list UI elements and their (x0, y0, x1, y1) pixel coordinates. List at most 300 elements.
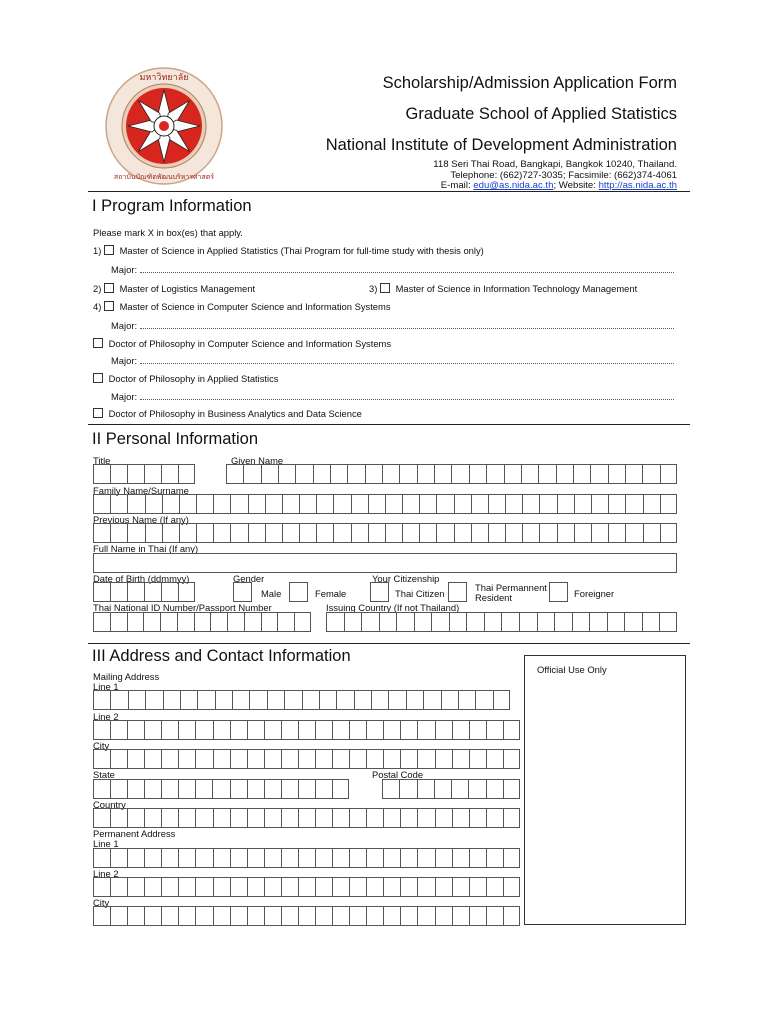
box-cell[interactable] (180, 690, 197, 710)
box-cell[interactable] (264, 848, 281, 868)
box-cell[interactable] (332, 720, 349, 740)
box-cell[interactable] (486, 848, 503, 868)
box-cell[interactable] (195, 749, 212, 769)
box-cell[interactable] (277, 612, 294, 632)
box-cell[interactable] (469, 808, 486, 828)
box-cell[interactable] (281, 877, 298, 897)
box-cell[interactable] (313, 464, 330, 484)
box-cell[interactable] (484, 612, 502, 632)
box-cell[interactable] (452, 720, 469, 740)
box-cell[interactable] (521, 464, 538, 484)
male-checkbox[interactable] (233, 582, 252, 602)
box-cell[interactable] (93, 848, 110, 868)
box-cell[interactable] (417, 749, 434, 769)
box-cell[interactable] (227, 612, 244, 632)
box-cell[interactable] (625, 523, 642, 543)
box-cell[interactable] (298, 720, 315, 740)
box-cell[interactable] (298, 906, 315, 926)
box-cell[interactable] (417, 720, 434, 740)
box-cell[interactable] (226, 464, 243, 484)
box-cell[interactable] (247, 906, 264, 926)
box-cell[interactable] (326, 612, 344, 632)
box-cell[interactable] (248, 494, 265, 514)
box-cell[interactable] (213, 494, 230, 514)
box-cell[interactable] (332, 779, 349, 799)
permanent-line1-boxes[interactable] (93, 848, 520, 868)
box-cell[interactable] (249, 690, 266, 710)
box-cell[interactable] (281, 749, 298, 769)
box-cell[interactable] (197, 690, 214, 710)
box-cell[interactable] (554, 612, 572, 632)
box-cell[interactable] (161, 779, 178, 799)
email-link[interactable]: edu@as.nida.ac.th (473, 180, 554, 191)
box-cell[interactable] (608, 464, 625, 484)
box-cell[interactable] (298, 808, 315, 828)
box-cell[interactable] (660, 494, 677, 514)
box-cell[interactable] (315, 877, 332, 897)
box-cell[interactable] (625, 494, 642, 514)
box-cell[interactable] (110, 612, 127, 632)
box-cell[interactable] (110, 877, 127, 897)
box-cell[interactable] (539, 494, 556, 514)
box-cell[interactable] (591, 494, 608, 514)
box-cell[interactable] (505, 523, 522, 543)
thai-name-field[interactable] (93, 553, 677, 573)
city-boxes[interactable] (93, 749, 520, 769)
postal-code-boxes[interactable] (382, 779, 520, 799)
box-cell[interactable] (110, 779, 127, 799)
box-cell[interactable] (366, 749, 383, 769)
box-cell[interactable] (382, 779, 399, 799)
box-cell[interactable] (299, 523, 316, 543)
box-cell[interactable] (366, 720, 383, 740)
box-cell[interactable] (383, 749, 400, 769)
given-name-boxes[interactable] (226, 464, 677, 484)
box-cell[interactable] (110, 582, 127, 602)
box-cell[interactable] (261, 612, 278, 632)
box-cell[interactable] (366, 808, 383, 828)
option-3-checkbox[interactable] (380, 283, 390, 293)
box-cell[interactable] (333, 523, 350, 543)
box-cell[interactable] (278, 464, 295, 484)
box-cell[interactable] (110, 848, 127, 868)
box-cell[interactable] (144, 720, 161, 740)
box-cell[interactable] (608, 494, 625, 514)
box-cell[interactable] (179, 494, 196, 514)
box-cell[interactable] (230, 779, 247, 799)
box-cell[interactable] (127, 877, 144, 897)
box-cell[interactable] (247, 779, 264, 799)
box-cell[interactable] (93, 720, 110, 740)
box-cell[interactable] (361, 612, 379, 632)
box-cell[interactable] (660, 464, 677, 484)
box-cell[interactable] (93, 494, 110, 514)
box-cell[interactable] (505, 494, 522, 514)
box-cell[interactable] (243, 464, 260, 484)
box-cell[interactable] (261, 464, 278, 484)
box-cell[interactable] (434, 779, 451, 799)
box-cell[interactable] (659, 612, 677, 632)
box-cell[interactable] (332, 749, 349, 769)
box-cell[interactable] (230, 906, 247, 926)
box-cell[interactable] (93, 464, 110, 484)
box-cell[interactable] (127, 808, 144, 828)
permanent-line2-boxes[interactable] (93, 877, 520, 897)
box-cell[interactable] (504, 464, 521, 484)
box-cell[interactable] (419, 523, 436, 543)
box-cell[interactable] (145, 523, 162, 543)
major-line-1[interactable] (140, 272, 674, 273)
box-cell[interactable] (454, 523, 471, 543)
box-cell[interactable] (642, 612, 660, 632)
box-cell[interactable] (488, 494, 505, 514)
box-cell[interactable] (196, 494, 213, 514)
box-cell[interactable] (143, 612, 160, 632)
box-cell[interactable] (315, 906, 332, 926)
box-cell[interactable] (160, 612, 177, 632)
box-cell[interactable] (244, 612, 261, 632)
box-cell[interactable] (624, 612, 642, 632)
box-cell[interactable] (488, 523, 505, 543)
box-cell[interactable] (469, 464, 486, 484)
box-cell[interactable] (451, 464, 468, 484)
box-cell[interactable] (471, 523, 488, 543)
box-cell[interactable] (519, 612, 537, 632)
box-cell[interactable] (110, 494, 127, 514)
box-cell[interactable] (332, 906, 349, 926)
box-cell[interactable] (144, 877, 161, 897)
box-cell[interactable] (213, 720, 230, 740)
box-cell[interactable] (267, 690, 284, 710)
box-cell[interactable] (379, 612, 397, 632)
box-cell[interactable] (400, 808, 417, 828)
box-cell[interactable] (434, 464, 451, 484)
box-cell[interactable] (388, 690, 405, 710)
box-cell[interactable] (127, 523, 144, 543)
box-cell[interactable] (264, 779, 281, 799)
box-cell[interactable] (145, 690, 162, 710)
box-cell[interactable] (161, 906, 178, 926)
box-cell[interactable] (144, 906, 161, 926)
state-boxes[interactable] (93, 779, 349, 799)
family-name-boxes[interactable] (93, 494, 677, 514)
box-cell[interactable] (215, 690, 232, 710)
box-cell[interactable] (195, 779, 212, 799)
box-cell[interactable] (282, 494, 299, 514)
box-cell[interactable] (144, 848, 161, 868)
box-cell[interactable] (351, 494, 368, 514)
box-cell[interactable] (127, 749, 144, 769)
box-cell[interactable] (195, 906, 212, 926)
box-cell[interactable] (471, 494, 488, 514)
box-cell[interactable] (298, 848, 315, 868)
box-cell[interactable] (194, 612, 211, 632)
box-cell[interactable] (247, 749, 264, 769)
box-cell[interactable] (265, 523, 282, 543)
box-cell[interactable] (574, 523, 591, 543)
box-cell[interactable] (349, 720, 366, 740)
box-cell[interactable] (368, 523, 385, 543)
box-cell[interactable] (298, 779, 315, 799)
box-cell[interactable] (486, 720, 503, 740)
box-cell[interactable] (230, 877, 247, 897)
box-cell[interactable] (110, 523, 127, 543)
box-cell[interactable] (302, 690, 319, 710)
box-cell[interactable] (298, 877, 315, 897)
box-cell[interactable] (349, 749, 366, 769)
box-cell[interactable] (503, 808, 520, 828)
box-cell[interactable] (417, 906, 434, 926)
box-cell[interactable] (177, 612, 194, 632)
box-cell[interactable] (385, 494, 402, 514)
box-cell[interactable] (161, 582, 178, 602)
box-cell[interactable] (281, 779, 298, 799)
thai-permanent-checkbox[interactable] (448, 582, 467, 602)
option-5-checkbox[interactable] (93, 338, 103, 348)
box-cell[interactable] (195, 877, 212, 897)
box-cell[interactable] (178, 779, 195, 799)
box-cell[interactable] (332, 848, 349, 868)
box-cell[interactable] (336, 690, 353, 710)
website-link[interactable]: http://as.nida.ac.th (598, 180, 677, 191)
box-cell[interactable] (315, 749, 332, 769)
box-cell[interactable] (127, 720, 144, 740)
box-cell[interactable] (365, 464, 382, 484)
box-cell[interactable] (264, 749, 281, 769)
box-cell[interactable] (281, 720, 298, 740)
box-cell[interactable] (451, 779, 468, 799)
box-cell[interactable] (396, 612, 414, 632)
box-cell[interactable] (486, 779, 503, 799)
box-cell[interactable] (93, 877, 110, 897)
box-cell[interactable] (265, 494, 282, 514)
box-cell[interactable] (556, 464, 573, 484)
box-cell[interactable] (161, 464, 178, 484)
box-cell[interactable] (469, 906, 486, 926)
box-cell[interactable] (161, 749, 178, 769)
box-cell[interactable] (435, 848, 452, 868)
box-cell[interactable] (93, 612, 110, 632)
box-cell[interactable] (503, 749, 520, 769)
box-cell[interactable] (475, 690, 492, 710)
box-cell[interactable] (213, 906, 230, 926)
box-cell[interactable] (436, 494, 453, 514)
box-cell[interactable] (469, 749, 486, 769)
box-cell[interactable] (213, 749, 230, 769)
box-cell[interactable] (501, 612, 519, 632)
box-cell[interactable] (423, 690, 440, 710)
box-cell[interactable] (333, 494, 350, 514)
box-cell[interactable] (212, 779, 229, 799)
box-cell[interactable] (232, 690, 249, 710)
box-cell[interactable] (178, 906, 195, 926)
box-cell[interactable] (366, 848, 383, 868)
box-cell[interactable] (178, 582, 195, 602)
box-cell[interactable] (281, 808, 298, 828)
box-cell[interactable] (213, 808, 230, 828)
box-cell[interactable] (315, 779, 332, 799)
box-cell[interactable] (349, 808, 366, 828)
box-cell[interactable] (486, 906, 503, 926)
box-cell[interactable] (161, 808, 178, 828)
box-cell[interactable] (316, 494, 333, 514)
box-cell[interactable] (178, 720, 195, 740)
box-cell[interactable] (161, 848, 178, 868)
box-cell[interactable] (522, 494, 539, 514)
box-cell[interactable] (522, 523, 539, 543)
box-cell[interactable] (385, 523, 402, 543)
box-cell[interactable] (469, 720, 486, 740)
box-cell[interactable] (264, 906, 281, 926)
country-boxes[interactable] (93, 808, 520, 828)
box-cell[interactable] (196, 523, 213, 543)
box-cell[interactable] (178, 877, 195, 897)
box-cell[interactable] (178, 749, 195, 769)
box-cell[interactable] (195, 720, 212, 740)
box-cell[interactable] (458, 690, 475, 710)
box-cell[interactable] (366, 877, 383, 897)
box-cell[interactable] (93, 779, 110, 799)
box-cell[interactable] (230, 808, 247, 828)
box-cell[interactable] (344, 612, 362, 632)
mailing-line2-boxes[interactable] (93, 720, 520, 740)
box-cell[interactable] (93, 906, 110, 926)
box-cell[interactable] (435, 906, 452, 926)
box-cell[interactable] (330, 464, 347, 484)
box-cell[interactable] (178, 848, 195, 868)
foreigner-checkbox[interactable] (549, 582, 568, 602)
box-cell[interactable] (486, 877, 503, 897)
box-cell[interactable] (503, 779, 520, 799)
box-cell[interactable] (503, 720, 520, 740)
box-cell[interactable] (248, 523, 265, 543)
box-cell[interactable] (643, 494, 660, 514)
box-cell[interactable] (625, 464, 642, 484)
box-cell[interactable] (406, 690, 423, 710)
box-cell[interactable] (371, 690, 388, 710)
box-cell[interactable] (349, 848, 366, 868)
box-cell[interactable] (400, 749, 417, 769)
box-cell[interactable] (441, 690, 458, 710)
previous-name-boxes[interactable] (93, 523, 677, 543)
major-line-4[interactable] (140, 328, 674, 329)
box-cell[interactable] (247, 808, 264, 828)
box-cell[interactable] (608, 523, 625, 543)
box-cell[interactable] (195, 808, 212, 828)
box-cell[interactable] (503, 906, 520, 926)
box-cell[interactable] (435, 877, 452, 897)
box-cell[interactable] (145, 494, 162, 514)
box-cell[interactable] (230, 494, 247, 514)
option-1-checkbox[interactable] (104, 245, 114, 255)
box-cell[interactable] (469, 877, 486, 897)
box-cell[interactable] (93, 808, 110, 828)
box-cell[interactable] (93, 749, 110, 769)
box-cell[interactable] (127, 848, 144, 868)
box-cell[interactable] (210, 612, 227, 632)
box-cell[interactable] (127, 464, 144, 484)
box-cell[interactable] (557, 523, 574, 543)
box-cell[interactable] (144, 582, 161, 602)
box-cell[interactable] (162, 523, 179, 543)
box-cell[interactable] (315, 808, 332, 828)
box-cell[interactable] (282, 523, 299, 543)
box-cell[interactable] (127, 906, 144, 926)
box-cell[interactable] (316, 523, 333, 543)
dob-boxes[interactable] (93, 582, 195, 602)
box-cell[interactable] (179, 523, 196, 543)
box-cell[interactable] (435, 720, 452, 740)
box-cell[interactable] (454, 494, 471, 514)
box-cell[interactable] (247, 720, 264, 740)
box-cell[interactable] (400, 877, 417, 897)
thai-id-boxes[interactable] (93, 612, 311, 632)
box-cell[interactable] (178, 464, 195, 484)
box-cell[interactable] (332, 808, 349, 828)
box-cell[interactable] (383, 906, 400, 926)
box-cell[interactable] (414, 612, 432, 632)
box-cell[interactable] (110, 464, 127, 484)
box-cell[interactable] (349, 877, 366, 897)
box-cell[interactable] (539, 523, 556, 543)
box-cell[interactable] (161, 720, 178, 740)
box-cell[interactable] (383, 808, 400, 828)
box-cell[interactable] (294, 612, 311, 632)
box-cell[interactable] (607, 612, 625, 632)
box-cell[interactable] (247, 848, 264, 868)
box-cell[interactable] (503, 848, 520, 868)
box-cell[interactable] (110, 808, 127, 828)
box-cell[interactable] (431, 612, 449, 632)
box-cell[interactable] (503, 877, 520, 897)
box-cell[interactable] (486, 464, 503, 484)
mailing-line1-boxes[interactable] (93, 690, 510, 710)
box-cell[interactable] (399, 779, 416, 799)
issuing-country-boxes[interactable] (326, 612, 677, 632)
permanent-city-boxes[interactable] (93, 906, 520, 926)
box-cell[interactable] (419, 494, 436, 514)
box-cell[interactable] (264, 877, 281, 897)
box-cell[interactable] (400, 720, 417, 740)
box-cell[interactable] (319, 690, 336, 710)
box-cell[interactable] (144, 749, 161, 769)
box-cell[interactable] (368, 494, 385, 514)
box-cell[interactable] (298, 749, 315, 769)
box-cell[interactable] (230, 848, 247, 868)
box-cell[interactable] (452, 808, 469, 828)
box-cell[interactable] (247, 877, 264, 897)
option-6-checkbox[interactable] (93, 373, 103, 383)
major-line-5[interactable] (140, 363, 674, 364)
box-cell[interactable] (383, 848, 400, 868)
box-cell[interactable] (110, 720, 127, 740)
box-cell[interactable] (643, 523, 660, 543)
box-cell[interactable] (230, 720, 247, 740)
box-cell[interactable] (382, 464, 399, 484)
title-boxes[interactable] (93, 464, 195, 484)
box-cell[interactable] (486, 808, 503, 828)
box-cell[interactable] (660, 523, 677, 543)
box-cell[interactable] (452, 848, 469, 868)
box-cell[interactable] (452, 906, 469, 926)
box-cell[interactable] (315, 848, 332, 868)
box-cell[interactable] (572, 612, 590, 632)
box-cell[interactable] (402, 523, 419, 543)
box-cell[interactable] (590, 464, 607, 484)
box-cell[interactable] (400, 848, 417, 868)
box-cell[interactable] (144, 808, 161, 828)
box-cell[interactable] (162, 494, 179, 514)
